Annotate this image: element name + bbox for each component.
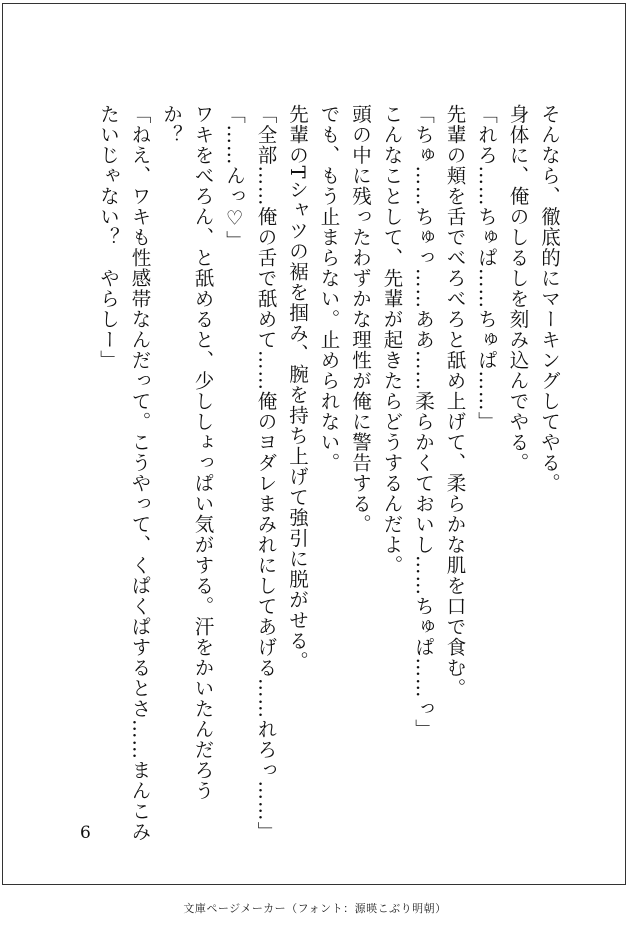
vertical-body-text — [93, 104, 566, 842]
text-line: でも、もう止まらない。止められない。 — [317, 104, 341, 473]
text-line: 身体に、俺のしるしを刻み込んでやる。 — [506, 104, 530, 473]
footer-caption: 文庫ページメーカー（フォント：源暎こぶり明朝） — [183, 902, 447, 915]
text-line: 「ちゅ……ちゅっ……ああ……柔らかくておいし……ちゅぱ……っ」 — [412, 104, 435, 740]
text-line: ワキをべろん、と舐めると、少ししょっぱい気がする。汗をかいたんだろう — [191, 104, 215, 801]
text-line: 「ねえ、ワキも性感帯なんだって。こうやって、くぱくぱするとさ……まんこみ — [128, 104, 152, 842]
text-line: 「れろ……ちゅぱ……ちゅぱ……」 — [475, 104, 498, 432]
text-line: 「全部……俺の舌で舐めて……俺のヨダレまみれにしてあげる……れろっ……」 — [254, 104, 278, 842]
text-line: そんなら、徹底的にマーキングしてやる。 — [538, 104, 561, 494]
text-line: 先輩の頬を舌でべろべろと舐め上げて、柔らかな肌を口で食む。 — [443, 104, 467, 699]
book-page — [2, 3, 626, 885]
text-line: たいじゃない？ やらしー」 — [97, 104, 120, 371]
text-line: 「……んっ♡」 — [223, 104, 246, 251]
text-line: こんなことして、先輩が起きたらどうするんだよ。 — [380, 104, 404, 576]
page-number: 6 — [80, 823, 91, 843]
text-line: 頭の中に残ったわずかな理性が俺に警告する。 — [349, 104, 372, 535]
text-line: か？ — [160, 104, 183, 145]
text-line: 先輩のTシャツの裾を掴み、腕を持ち上げて強引に脱がせる。 — [286, 104, 309, 672]
